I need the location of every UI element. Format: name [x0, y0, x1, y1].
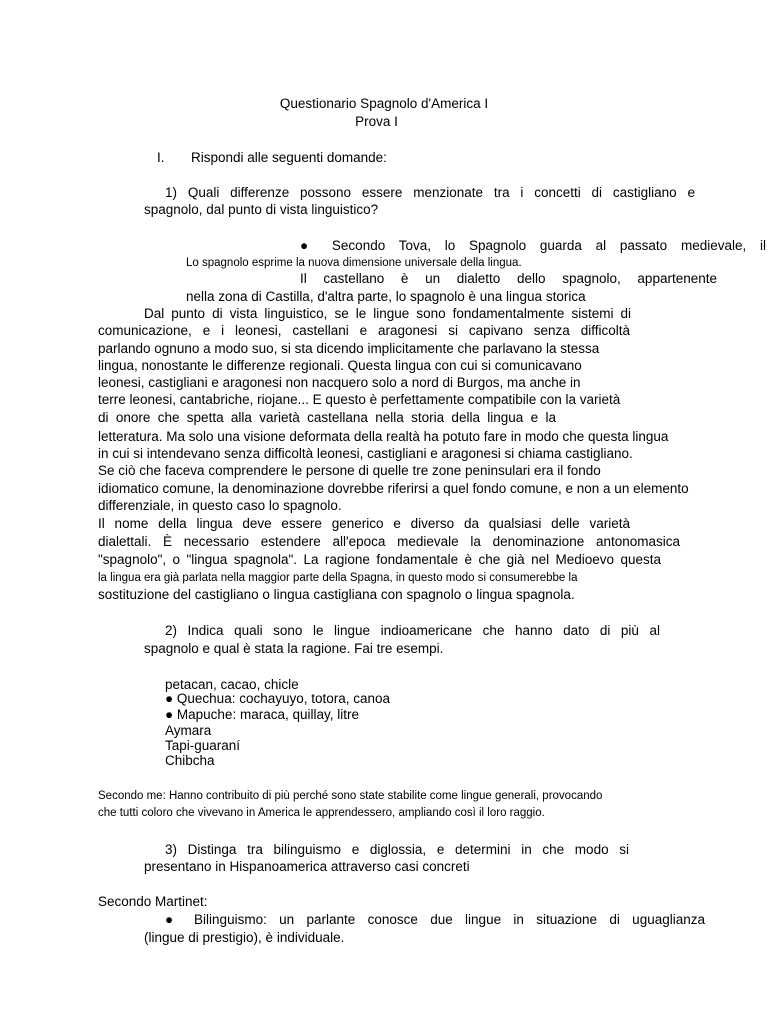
answer-line: sostituzione del castigliano o lingua castigliana con spagnolo o lingua spagnola. [98, 587, 575, 602]
answer-line: letteratura. Ma solo una visione deformata della realtà ha potuto fare in modo che questa lingua [98, 429, 669, 444]
language-list-item: Chibcha [165, 753, 215, 768]
language-list-item: ● Quechua: cochayuyo, totora, canoa [165, 691, 391, 706]
answer-line: in cui si intendevano senza difficoltà leonesi, castigliani e aragonesi si chiama castigliano. [98, 446, 633, 461]
document-subtitle: Prova I [355, 114, 398, 129]
answer-line: differenziale, in questo caso lo spagnolo. [98, 498, 342, 513]
document-title: Questionario Spagnolo d'America I [279, 96, 489, 111]
answer-line: terre leonesi, cantabriche, riojane... E questo è perfettamente compatibile con la varietà [98, 392, 621, 407]
opinion-line-2: che tutti coloro che vivevano in America le apprendessero, ampliando così il loro raggio. [98, 807, 545, 819]
section-numeral: I. [157, 150, 165, 165]
language-list-item: Aymara [165, 723, 212, 738]
answer-line: Il nome della lingua deve essere generico e diverso da qualsiasi delle varietà [98, 516, 630, 531]
answer-line: comunicazione, e i leonesi, castellani e aragonesi si capivano senza difficoltà [98, 323, 630, 338]
section-heading: Rispondi alle seguenti domande: [191, 150, 387, 165]
answer-line: "spagnolo", o "lingua spagnola". La ragione fondamentale è che già nel Medioevo questa [98, 552, 661, 567]
answer-line: la lingua era già parlata nella maggior parte della Spagna, in questo modo si consumerebbe la [98, 572, 578, 584]
language-list-item: petacan, cacao, chicle [165, 677, 299, 692]
q1-bullet-2-line-2: nella zona di Castilla, d'altra parte, lo spagnolo è una lingua storica [186, 289, 586, 304]
q1-bullet-1-line-1: ● Secondo Tova, lo Spagnolo guarda al passato medievale, il [300, 238, 766, 253]
question-3-line-2: presentano in Hispanoamerica attraverso casi concreti [144, 859, 470, 874]
question-1-line-2: spagnolo, dal punto di vista linguistico? [144, 202, 379, 217]
q3-bullet-line-2: (lingue di prestigio), è individuale. [144, 930, 345, 945]
answer-line: parlando ognuno a modo suo, si sta dicendo implicitamente che parlavano la stessa [98, 341, 600, 356]
q3-bullet-line-1: ● Bilinguismo: un parlante conosce due lingue in situazione di uguaglianza [165, 912, 705, 927]
language-list-item: Tapi-guaraní [165, 738, 241, 753]
language-list-item: ● Mapuche: maraca, quillay, litre [165, 707, 359, 722]
question-3-line-1: 3) Distinga tra bilinguismo e diglossia, e determini in che modo si [165, 842, 629, 857]
answer-line: di onore che spetta alla varietà castellana nella storia della lingua e la [98, 410, 556, 425]
question-2-line-1: 2) Indica quali sono le lingue indioamericane che hanno dato di più al [165, 623, 660, 638]
q1-bullet-1-line-2: Lo spagnolo esprime la nuova dimensione universale della lingua. [186, 257, 522, 269]
answer-line: lingua, nonostante le differenze regionali. Questa lingua con cui si comunicavano [98, 358, 582, 373]
answer-line: dialettali. È necessario estendere all'epoca medievale la denominazione antonomasica [98, 534, 680, 549]
question-2-line-2: spagnolo e qual è stata la ragione. Fai tre esempi. [144, 641, 444, 656]
answer-line: Se ciò che faceva comprendere le persone di quelle tre zone peninsulari era il fondo [98, 463, 601, 478]
question-1-line-1: 1) Quali differenze possono essere menzionate tra i concetti di castigliano e [165, 185, 695, 200]
opinion-line-1: Secondo me: Hanno contribuito di più perché sono state stabilite come lingue generali, provocando [98, 790, 603, 802]
q1-bullet-2-line-1: Il castellano è un dialetto dello spagnolo, appartenente [300, 271, 717, 286]
answer-line: Dal punto di vista linguistico, se le lingue sono fondamentalmente sistemi di [144, 306, 631, 321]
answer-line: leonesi, castigliani e aragonesi non nacquero solo a nord di Burgos, ma anche in [98, 375, 581, 390]
author-label: Secondo Martinet: [98, 894, 208, 909]
answer-line: idiomatico comune, la denominazione dovrebbe riferirsi a quel fondo comune, e non a un elemento [98, 481, 689, 496]
